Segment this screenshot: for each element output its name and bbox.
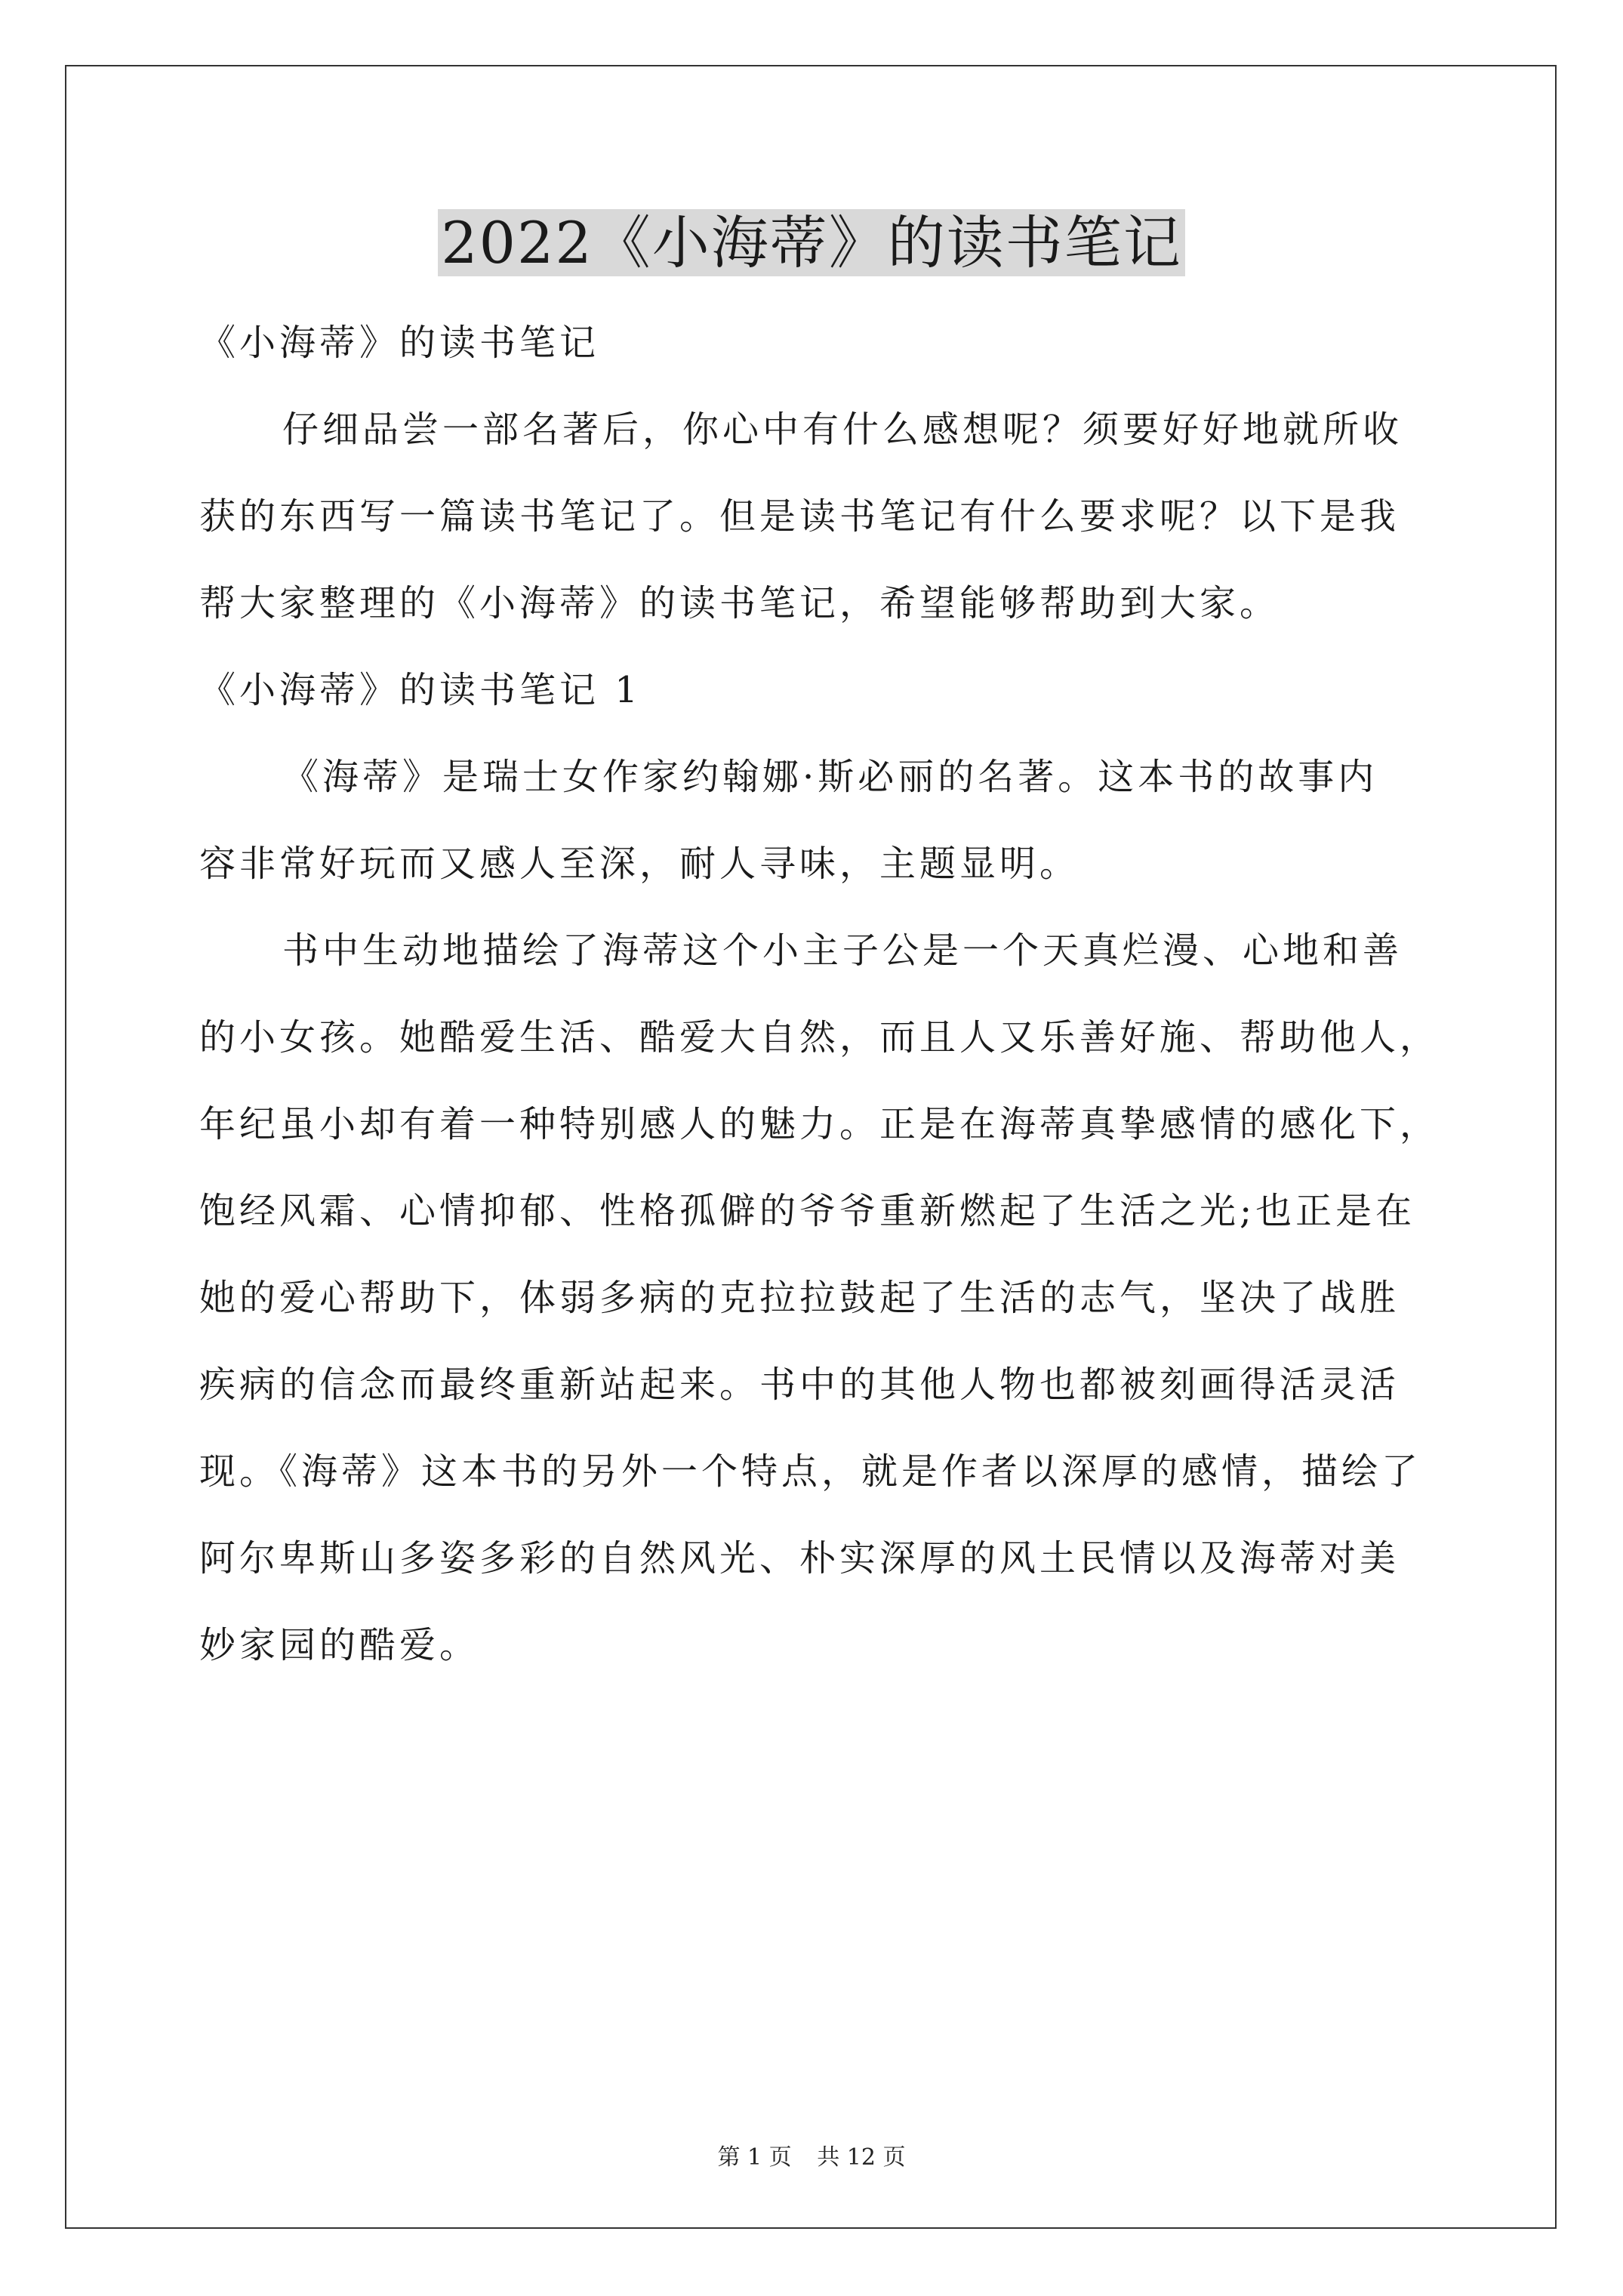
paragraph-line: 年纪虽小却有着一种特别感人的魅力。正是在海蒂真挚感情的感化下， (199, 1103, 1440, 1145)
paragraph-line: 帮大家整理的《小海蒂》的读书笔记，希望能够帮助到大家。 (199, 582, 1280, 624)
paragraph-line: 阿尔卑斯山多姿多彩的自然风光、朴实深厚的风土民情以及海蒂对美 (199, 1537, 1400, 1579)
page-footer (0, 2143, 1623, 2173)
paragraph-line: 现。《海蒂》这本书的另外一个特点，就是作者以深厚的感情，描绘了 (199, 1450, 1422, 1493)
heading-line: 《小海蒂》的读书笔记 (199, 322, 600, 364)
paragraph-line: 容非常好玩而又感人至深，耐人寻味，主题显明。 (199, 843, 1080, 885)
document-title-text: 2022《小海蒂》的读书笔记 (438, 209, 1184, 276)
page-total: 共 12 页 (817, 2144, 906, 2171)
paragraph-line: 仔细品尝一部名著后，你心中有什么感想呢？须要好好地就所收 (282, 408, 1403, 451)
heading-line: 《小海蒂》的读书笔记 1 (199, 669, 642, 711)
document-title (0, 205, 1623, 281)
paragraph-line: 获的东西写一篇读书笔记了。但是读书笔记有什么要求呢？以下是我 (199, 495, 1400, 538)
paragraph-line: 《海蒂》是瑞士女作家约翰娜·斯必丽的名著。这本书的故事内 (282, 756, 1378, 798)
page-border (65, 65, 1557, 2229)
paragraph-line: 疾病的信念而最终重新站起来。书中的其他人物也都被刻画得活灵活 (199, 1364, 1400, 1406)
paragraph-line: 妙家园的酷爱。 (199, 1624, 480, 1666)
paragraph-line: 书中生动地描绘了海蒂这个小主子公是一个天真烂漫、心地和善 (282, 929, 1403, 972)
paragraph-line: 的小女孩。她酷爱生活、酷爱大自然，而且人又乐善好施、帮助他人， (199, 1016, 1440, 1059)
paragraph-line: 饱经风霜、心情抑郁、性格孤僻的爷爷重新燃起了生活之光;也正是在 (199, 1190, 1416, 1232)
page-number: 第 1 页 (717, 2144, 792, 2171)
paragraph-line: 她的爱心帮助下，体弱多病的克拉拉鼓起了生活的志气，坚决了战胜 (199, 1277, 1400, 1319)
